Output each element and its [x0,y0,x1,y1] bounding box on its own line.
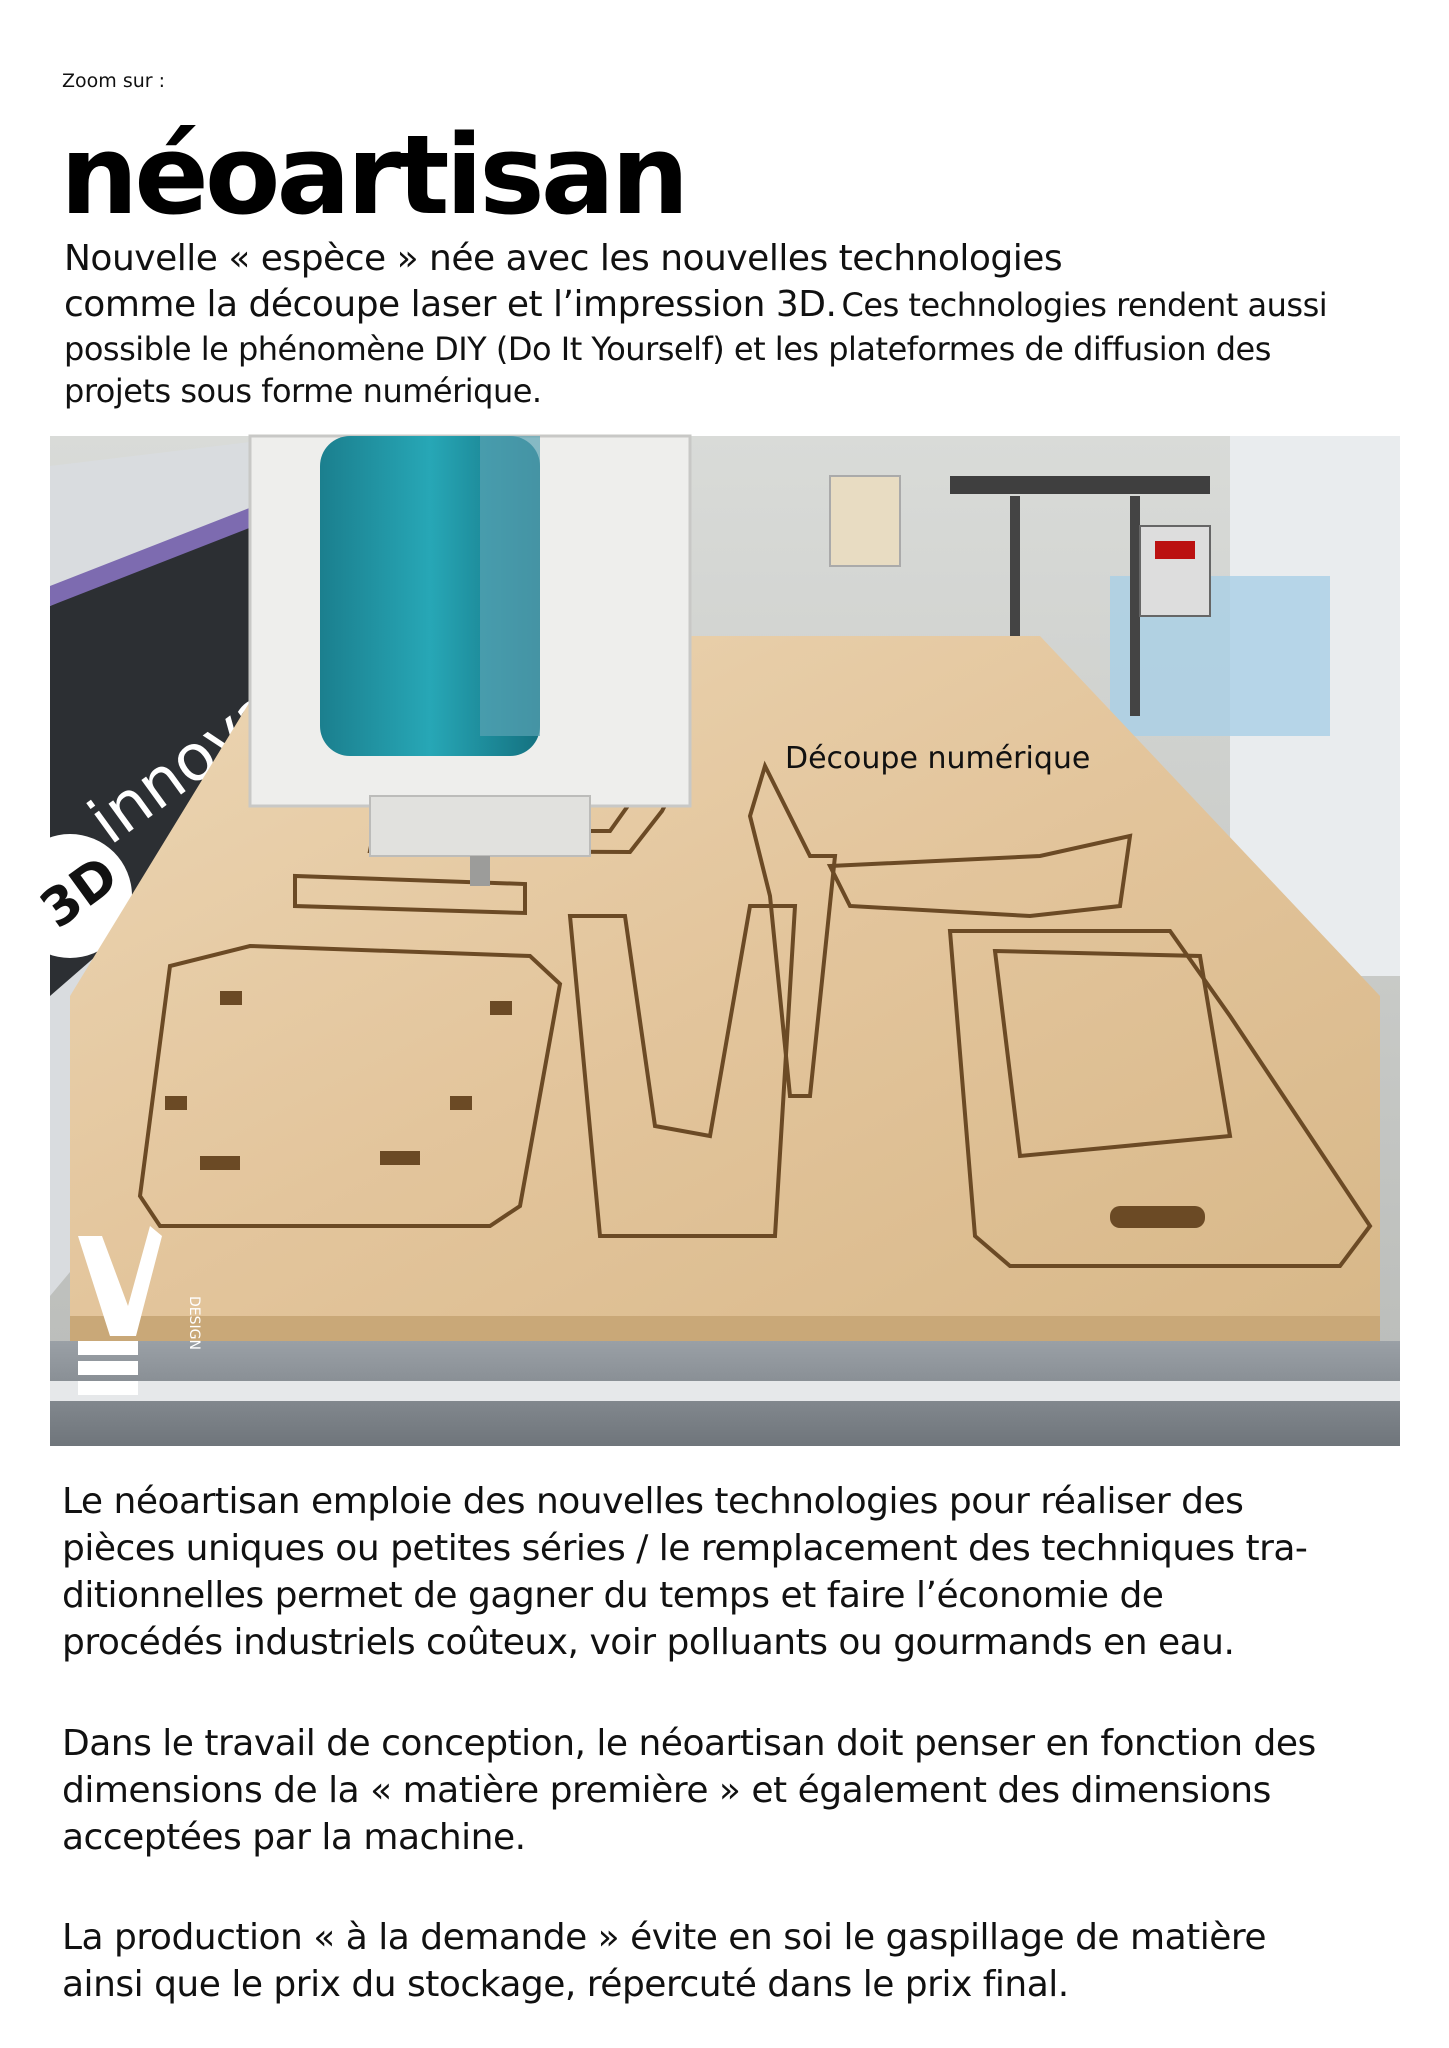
canister [830,476,900,566]
cut-slot [200,1156,240,1170]
body-paragraph-3 [62,1914,1402,2008]
intro-line-3: possible le phénomène DIY (Do It Yourself) et les plateformes de diffusion des [64,330,1271,368]
intro-line-2 [64,282,1404,328]
cnc-illustration [29,436,1400,1446]
body-line: ditionnelles permet de gagner du temps et faire l’économie de [62,1575,1164,1616]
rack-leg [1130,496,1140,716]
body-line: procédés industriels coûteux, voir polluants ou gourmands en eau. [62,1622,1235,1663]
rail-highlight [50,1381,1400,1401]
body-line: La production « à la demande » évite en soi le gaspillage de matière [62,1917,1267,1958]
spindle-foot [370,796,590,856]
body-paragraph-2 [62,1720,1402,1861]
body-line: acceptées par la machine. [62,1817,526,1858]
spindle-bit [470,856,490,886]
photo-caption: Découpe numérique [785,741,1091,776]
kicker-text: Zoom sur : [62,70,166,92]
logo-bar [78,1341,138,1355]
cut-slot [165,1096,187,1110]
logo-bar [78,1361,138,1375]
intro-line-2-big: comme la découpe laser et l’impression 3D. [64,284,837,325]
board-edge [70,1316,1380,1341]
cut-handle-slot [1110,1206,1205,1228]
control-box [1140,526,1210,616]
intro-line-2-small: Ces technologies rendent aussi [841,286,1328,324]
cut-slot [380,1151,420,1165]
intro-paragraph [64,236,1404,412]
cut-slot [220,991,242,1005]
rack-bar [950,476,1210,494]
page-title: néoartisan [60,111,686,239]
body-line: pièces uniques ou petites séries / le remplacement des techniques tra- [62,1528,1308,1569]
body-line: ainsi que le prix du stockage, répercuté dans le prix final. [62,1964,1069,2005]
logo-word: DESIGN [186,1296,202,1350]
logo-bar [78,1381,138,1395]
intro-line-1: Nouvelle « espèce » née avec les nouvelles technologies [64,238,1063,279]
control-display [1155,541,1195,559]
body-paragraph-1 [62,1478,1402,1666]
dust-hose [480,436,540,736]
body-line: Dans le travail de conception, le néoartisan doit penser en fonction des [62,1723,1316,1764]
body-line: Le néoartisan emploie des nouvelles technologies pour réaliser des [62,1481,1244,1522]
intro-line-4: projets sous forme numérique. [64,372,542,410]
machine-badge-text: 3D [29,845,130,941]
cut-slot [450,1096,472,1110]
cnc-photo [29,436,1400,1446]
cut-slot [490,1001,512,1015]
body-line: dimensions de la « matière première » et également des dimensions [62,1770,1271,1811]
